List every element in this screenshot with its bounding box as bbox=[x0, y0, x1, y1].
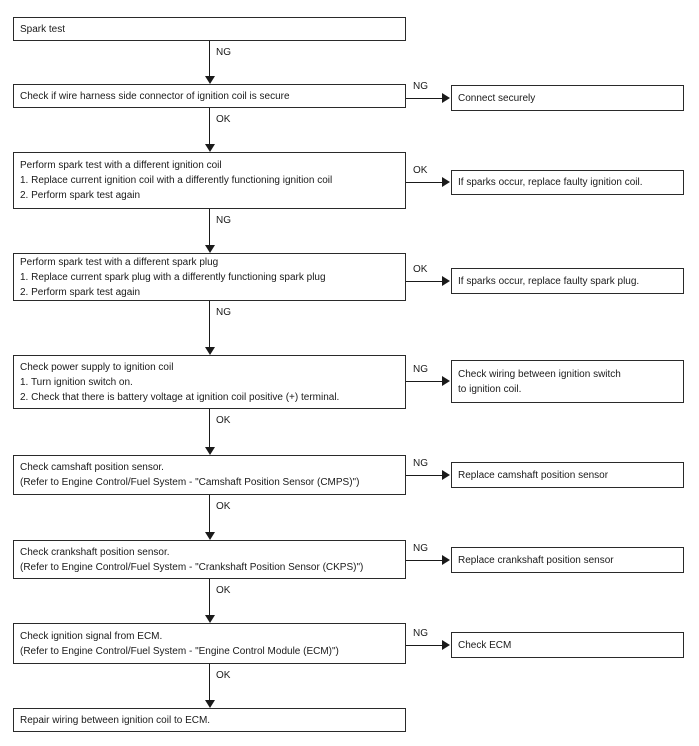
edge-label: NG bbox=[216, 215, 231, 226]
down-arrowhead-icon bbox=[205, 144, 215, 152]
down-arrow-line bbox=[209, 664, 210, 701]
flow-node-text: Check if wire harness side connector of ignition coil is secure bbox=[20, 90, 290, 102]
down-arrowhead-icon bbox=[205, 245, 215, 253]
down-arrow-line bbox=[209, 209, 210, 246]
down-arrowhead-icon bbox=[205, 76, 215, 84]
branch-arrowhead-icon bbox=[442, 555, 450, 565]
branch-edge-label: NG bbox=[413, 458, 428, 469]
down-arrow-line bbox=[209, 409, 210, 448]
flow-node-text: 1. Replace current spark plug with a differently functioning spark plug bbox=[20, 271, 326, 283]
edge-label: OK bbox=[216, 114, 231, 125]
branch-edge-label: NG bbox=[413, 628, 428, 639]
edge-label: OK bbox=[216, 585, 231, 596]
branch-edge-label: NG bbox=[413, 543, 428, 554]
branch-node-text: Check ECM bbox=[458, 639, 512, 651]
flow-node-text: Perform spark test with a different ignition coil bbox=[20, 160, 222, 171]
branch-arrow-line bbox=[406, 475, 443, 476]
flow-node-camshaft-sensor bbox=[13, 455, 406, 495]
flow-node-text: 2. Check that there is battery voltage at ignition coil positive (+) terminal. bbox=[20, 391, 340, 403]
branch-node-replace-spark-plug bbox=[451, 268, 684, 294]
flow-node-text: Check camshaft position sensor. bbox=[20, 462, 164, 473]
branch-arrowhead-icon bbox=[442, 177, 450, 187]
down-arrow-line bbox=[209, 579, 210, 616]
flow-node-different-ignition-coil bbox=[13, 152, 406, 209]
branch-edge-label: NG bbox=[413, 81, 428, 92]
branch-arrow-line bbox=[406, 182, 443, 183]
flow-node-crankshaft-sensor bbox=[13, 540, 406, 579]
branch-node-text: Check wiring between ignition switch bbox=[458, 368, 621, 380]
branch-node-text: Replace camshaft position sensor bbox=[458, 469, 609, 481]
flow-node-repair-wiring bbox=[13, 708, 406, 732]
branch-node-replace-ignition-coil bbox=[451, 170, 684, 195]
branch-edge-label: NG bbox=[413, 364, 428, 375]
branch-node-text: Replace crankshaft position sensor bbox=[458, 554, 614, 566]
down-arrowhead-icon bbox=[205, 347, 215, 355]
flow-node-text: 2. Perform spark test again bbox=[20, 286, 141, 298]
branch-edge-label: OK bbox=[413, 165, 428, 176]
flow-node-spark-test bbox=[13, 17, 406, 41]
branch-node-check-wiring bbox=[451, 360, 684, 403]
branch-node-replace-crankshaft-sensor bbox=[451, 547, 684, 573]
down-arrow-line bbox=[209, 495, 210, 533]
flow-node-text: Check power supply to ignition coil bbox=[20, 361, 174, 373]
flow-node-ecm-signal bbox=[13, 623, 406, 664]
branch-node-text: to ignition coil. bbox=[458, 383, 522, 395]
flow-node-connector-check bbox=[13, 84, 406, 108]
flow-node-text: Check ignition signal from ECM. bbox=[20, 630, 163, 642]
branch-arrow-line bbox=[406, 381, 443, 382]
branch-node-connect-securely bbox=[451, 85, 684, 111]
flow-node-text: (Refer to Engine Control/Fuel System - "Camshaft Position Sensor (CMPS)") bbox=[20, 477, 360, 488]
flow-node-text: 1. Replace current ignition coil with a differently functioning ignition coil bbox=[20, 175, 333, 186]
branch-arrowhead-icon bbox=[442, 640, 450, 650]
edge-label: OK bbox=[216, 415, 231, 426]
down-arrow-line bbox=[209, 41, 210, 77]
branch-node-text: If sparks occur, replace faulty ignition coil. bbox=[458, 177, 643, 188]
branch-arrow-line bbox=[406, 645, 443, 646]
flow-node-text: 1. Turn ignition switch on. bbox=[20, 376, 133, 388]
flow-node-text: Spark test bbox=[20, 23, 66, 35]
edge-label: NG bbox=[216, 47, 231, 58]
down-arrow-line bbox=[209, 108, 210, 145]
branch-node-text: If sparks occur, replace faulty spark plug. bbox=[458, 275, 640, 287]
flow-node-text: 2. Perform spark test again bbox=[20, 190, 141, 201]
flow-node-text: Check crankshaft position sensor. bbox=[20, 546, 170, 558]
edge-label: OK bbox=[216, 670, 231, 681]
branch-node-check-ecm bbox=[451, 632, 684, 658]
branch-arrowhead-icon bbox=[442, 376, 450, 386]
down-arrowhead-icon bbox=[205, 615, 215, 623]
flow-node-power-supply bbox=[13, 355, 406, 409]
down-arrowhead-icon bbox=[205, 532, 215, 540]
down-arrow-line bbox=[209, 301, 210, 348]
branch-arrow-line bbox=[406, 560, 443, 561]
branch-arrowhead-icon bbox=[442, 93, 450, 103]
branch-arrow-line bbox=[406, 281, 443, 282]
branch-arrowhead-icon bbox=[442, 470, 450, 480]
flow-node-text: (Refer to Engine Control/Fuel System - "Crankshaft Position Sensor (CKPS)") bbox=[20, 561, 364, 573]
branch-node-replace-camshaft-sensor bbox=[451, 462, 684, 488]
flow-node-text: Repair wiring between ignition coil to ECM. bbox=[20, 714, 211, 726]
branch-node-text: Connect securely bbox=[458, 92, 536, 104]
branch-arrowhead-icon bbox=[442, 276, 450, 286]
down-arrowhead-icon bbox=[205, 447, 215, 455]
flow-node-text: (Refer to Engine Control/Fuel System - "Engine Control Module (ECM)") bbox=[20, 645, 339, 657]
down-arrowhead-icon bbox=[205, 700, 215, 708]
edge-label: OK bbox=[216, 501, 231, 512]
branch-arrow-line bbox=[406, 98, 443, 99]
branch-edge-label: OK bbox=[413, 264, 428, 275]
edge-label: NG bbox=[216, 307, 231, 318]
flow-node-different-spark-plug bbox=[13, 253, 406, 301]
flow-node-text: Perform spark test with a different spark plug bbox=[20, 256, 219, 268]
